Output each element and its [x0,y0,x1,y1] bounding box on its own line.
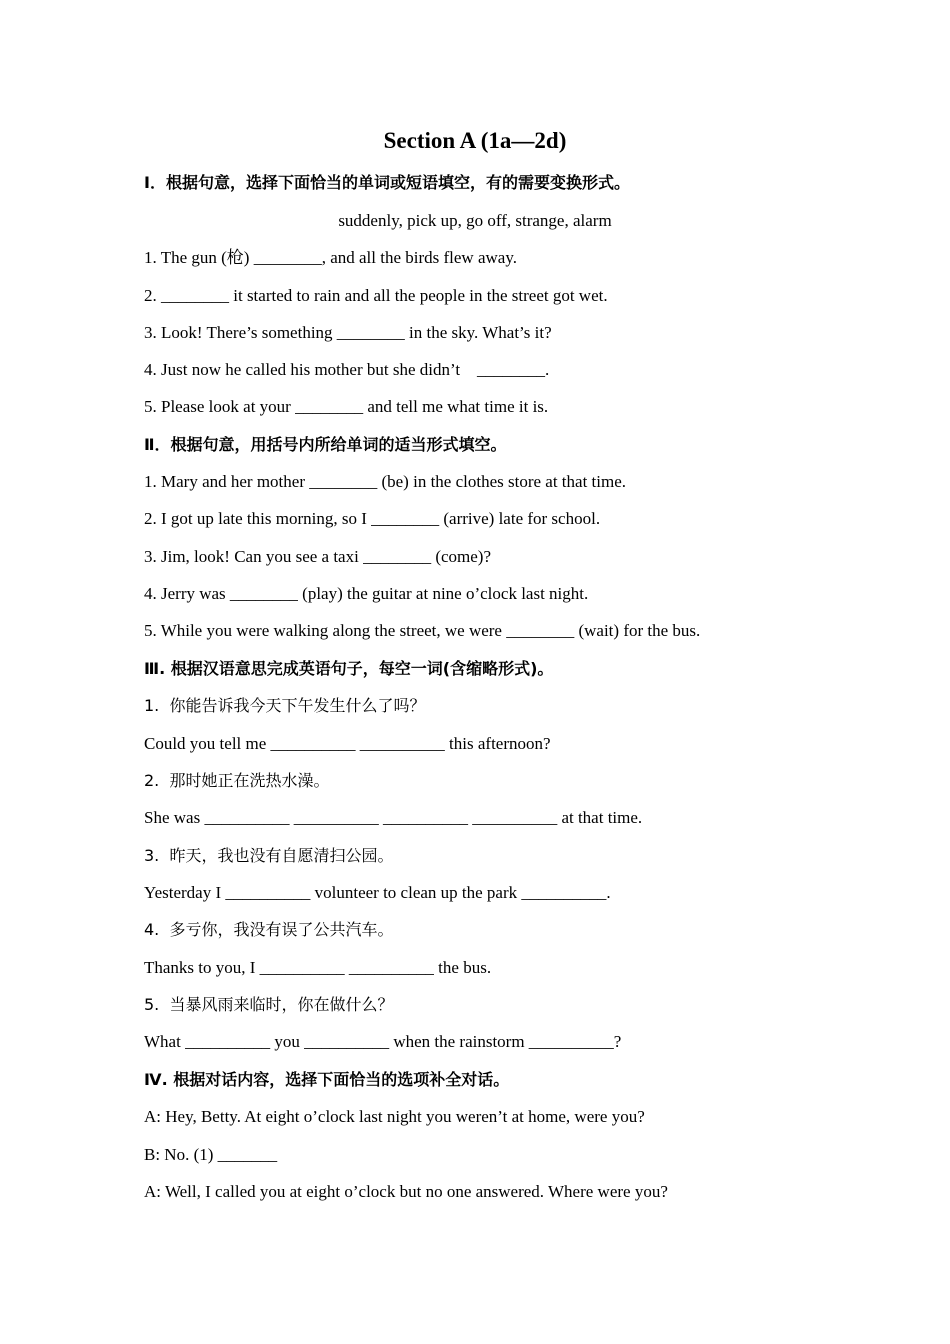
exercise-item: 5. While you were walking along the street, we were ________ (wait) for the bus. [144,621,701,640]
dialogue-line: B: No. (1) _______ [144,1145,278,1164]
dialogue-line: A: Hey, Betty. At eight o’clock last night you weren’t at home, were you? [144,1107,645,1126]
exercise-item: 1. The gun (枪) ________, and all the birds flew away. [144,248,517,267]
chinese-prompt: 2. 那时她正在洗热水澡。 [144,771,330,790]
exercise-item: 5. Please look at your ________ and tell me what time it is. [144,397,549,416]
translation-line: Could you tell me __________ __________ this afternoon? [144,734,551,753]
section-2-heading: Ⅱ．根据句意，用括号内所给单词的适当形式填空。 [144,435,507,454]
dialogue-line: A: Well, I called you at eight o’clock but no one answered. Where were you? [144,1182,668,1201]
chinese-prompt: 5. 当暴风雨来临时，你在做什么？ [144,995,394,1014]
chinese-prompt: 3. 昨天，我也没有自愿清扫公园。 [144,846,394,865]
translation-line: Yesterday I __________ volunteer to clean up the park __________. [144,883,611,902]
translation-line: What __________ you __________ when the rainstorm __________? [144,1032,622,1051]
exercise-item: 4. Just now he called his mother but she didn’t ________. [144,360,550,379]
chinese-prompt: 1. 你能告诉我今天下午发生什么了吗？ [144,696,426,715]
word-bank: suddenly, pick up, go off, strange, alarm [338,211,612,230]
exercise-item: 2. I got up late this morning, so I ________ (arrive) late for school. [144,509,601,528]
page-title: Section A (1a—2d) [383,128,567,153]
translation-line: She was __________ __________ __________ __________ at that time. [144,808,643,827]
chinese-prompt: 4. 多亏你，我没有误了公共汽车。 [144,920,394,939]
section-1-heading: Ⅰ．根据句意，选择下面恰当的单词或短语填空，有的需要变换形式。 [144,173,630,192]
translation-line: Thanks to you, I __________ __________ the bus. [144,958,492,977]
exercise-item: 3. Jim, look! Can you see a taxi ________ (come)? [144,547,492,566]
exercise-item: 3. Look! There’s something ________ in the sky. What’s it? [144,323,552,342]
exercise-item: 4. Jerry was ________ (play) the guitar at nine o’clock last night. [144,584,589,603]
exercise-item: 2. ________ it started to rain and all the people in the street got wet. [144,286,608,305]
section-3-heading: Ⅲ. 根据汉语意思完成英语句子，每空一词(含缩略形式)。 [144,659,554,678]
section-4-heading: Ⅳ. 根据对话内容，选择下面恰当的选项补全对话。 [144,1070,510,1089]
exercise-item: 1. Mary and her mother ________ (be) in the clothes store at that time. [144,472,627,491]
